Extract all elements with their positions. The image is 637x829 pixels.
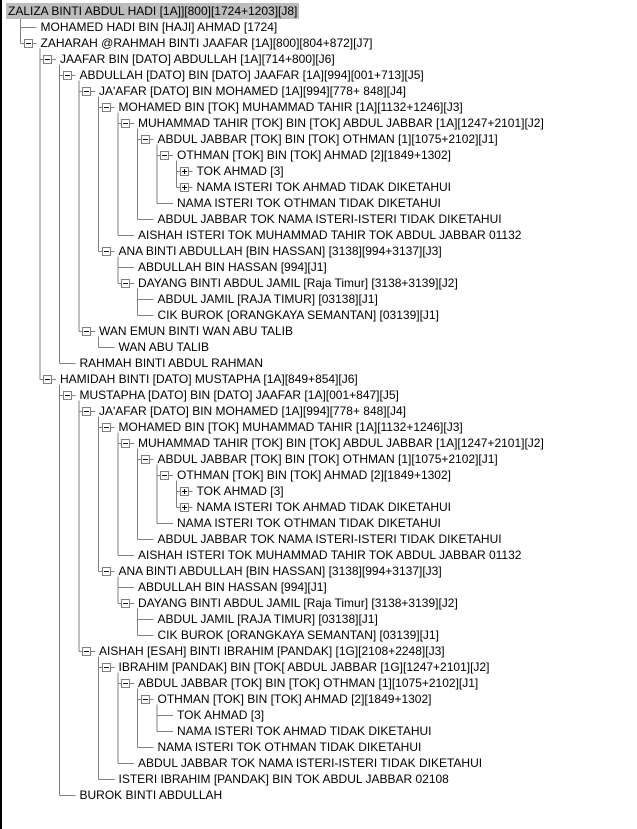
- tree-node-label: NAMA ISTERI TOK AHMAD TIDAK DIKETAHUI: [196, 180, 451, 194]
- tree-node[interactable]: [97, 323, 295, 339]
- tree-node-label: TOK AHMAD [3]: [196, 484, 284, 498]
- tree-node[interactable]: [39, 19, 280, 35]
- tree-node[interactable]: [39, 35, 375, 51]
- tree-node[interactable]: [175, 147, 453, 163]
- tree-node[interactable]: [97, 643, 447, 659]
- collapse-minus-icon[interactable]: [160, 151, 169, 160]
- tree-node-label: TOK AHMAD [3]: [196, 164, 284, 178]
- tree-node-label: ABDUL JABBAR TOK NAMA ISTERI-ISTERI TIDAK DIKETAHUI: [157, 532, 502, 546]
- tree-node[interactable]: [156, 291, 380, 307]
- tree-node[interactable]: [156, 611, 380, 627]
- tree-node-label: NAMA ISTERI TOK AHMAD TIDAK DIKETAHUI: [196, 500, 451, 514]
- expand-plus-icon[interactable]: [180, 167, 189, 176]
- tree-node-label: TOK AHMAD [3]: [177, 708, 265, 722]
- tree-node-label: DAYANG BINTI ABDUL JAMIL [Raja Timur] [3138+3139][J2]: [138, 276, 458, 290]
- expand-plus-icon[interactable]: [180, 503, 189, 512]
- collapse-minus-icon[interactable]: [160, 471, 169, 480]
- tree-node-label: AISHAH ISTERI TOK MUHAMMAD TAHIR TOK ABDUL JABBAR 01132: [138, 228, 522, 242]
- collapse-minus-icon[interactable]: [141, 455, 150, 464]
- tree-node[interactable]: [136, 259, 329, 275]
- tree-node[interactable]: [136, 435, 546, 451]
- collapse-minus-icon[interactable]: [121, 119, 130, 128]
- tree-node-label: NAMA ISTERI TOK OTHMAN TIDAK DIKETAHUI: [177, 516, 441, 530]
- tree-node-label: MUHAMMAD TAHIR [TOK] BIN [TOK] ABDUL JABBAR [1A][1247+2101][J2]: [138, 436, 544, 450]
- tree-node-label: CIK BUROK [ORANGKAYA SEMANTAN] [03139][J1]: [157, 308, 439, 322]
- tree-node-selected[interactable]: [6, 3, 299, 19]
- collapse-minus-icon[interactable]: [121, 279, 130, 288]
- tree-node-label: ABDUL JABBAR TOK NAMA ISTERI-ISTERI TIDAK DIKETAHUI: [157, 212, 502, 226]
- tree-node-label: OTHMAN [TOK] BIN [TOK] AHMAD [2][1849+1302]: [177, 148, 451, 162]
- tree-node-label: NAMA ISTERI TOK OTHMAN TIDAK DIKETAHUI: [157, 740, 422, 754]
- tree-node-label: WAN EMUN BINTI WAN ABU TALIB: [99, 324, 294, 338]
- tree-node[interactable]: [78, 355, 266, 371]
- collapse-minus-icon[interactable]: [102, 567, 111, 576]
- tree-node[interactable]: [175, 707, 266, 723]
- tree-node-label: MUSTAPHA [DATO] BIN [DATO] JAAFAR [1A][001+847][J5]: [79, 388, 399, 402]
- tree-node-label: OTHMAN [TOK] BIN [TOK] AHMAD [2][1849+1302]: [157, 692, 432, 706]
- tree-node[interactable]: [117, 659, 492, 675]
- tree-node-label: DAYANG BINTI ABDUL JAMIL [Raja Timur] [3138+3139][J2]: [138, 596, 458, 610]
- tree-node-label: MOHAMED BIN [TOK] MUHAMMAD TAHIR [1A][1132+1246][J3]: [118, 100, 463, 114]
- tree-node-label: ABDUL JABBAR [TOK] BIN [TOK] OTHMAN [1][1075+2102][J1]: [157, 452, 498, 466]
- tree-node[interactable]: [117, 563, 444, 579]
- tree-node-label: RAHMAH BINTI ABDUL RAHMAN: [79, 356, 264, 370]
- collapse-minus-icon[interactable]: [43, 55, 52, 64]
- tree-node[interactable]: [136, 755, 484, 771]
- tree-node[interactable]: [136, 275, 460, 291]
- tree-node-label: NAMA ISTERI TOK AHMAD TIDAK DIKETAHUI: [177, 724, 432, 738]
- tree-node[interactable]: [117, 771, 451, 787]
- tree-node[interactable]: [156, 131, 500, 147]
- collapse-minus-icon[interactable]: [102, 103, 111, 112]
- tree-node[interactable]: [175, 467, 453, 483]
- tree-node-label: BUROK BINTI ABDULLAH: [79, 788, 223, 802]
- collapse-minus-icon[interactable]: [102, 663, 111, 672]
- tree-node-label: JA'AFAR [DATO] BIN MOHAMED [1A][994][778+ 848][J4]: [99, 404, 406, 418]
- tree-node[interactable]: [136, 227, 523, 243]
- collapse-minus-icon[interactable]: [82, 407, 91, 416]
- tree-node[interactable]: [97, 83, 408, 99]
- tree-node[interactable]: [175, 723, 434, 739]
- collapse-minus-icon[interactable]: [63, 71, 72, 80]
- collapse-minus-icon[interactable]: [121, 439, 130, 448]
- tree-node-label: AISHAH ISTERI TOK MUHAMMAD TAHIR TOK ABDUL JABBAR 01132: [138, 548, 522, 562]
- tree-node-label: MOHAMED BIN [TOK] MUHAMMAD TAHIR [1A][1132+1246][J3]: [118, 420, 463, 434]
- tree-node-label: ABDULLAH [DATO] BIN [DATO] JAAFAR [1A][994][001+713][J5]: [79, 68, 424, 82]
- tree-node-label: MUHAMMAD TAHIR [TOK] BIN [TOK] ABDUL JABBAR [1A][1247+2101][J2]: [138, 116, 544, 130]
- collapse-minus-icon[interactable]: [82, 327, 91, 336]
- tree-node-label: ANA BINTI ABDULLAH [BIN HASSAN] [3138][994+3137][J3]: [118, 564, 442, 578]
- tree-node[interactable]: [58, 51, 337, 67]
- collapse-minus-icon[interactable]: [24, 39, 33, 48]
- expand-plus-icon[interactable]: [180, 183, 189, 192]
- tree-node[interactable]: [78, 67, 426, 83]
- collapse-minus-icon[interactable]: [141, 135, 150, 144]
- tree-node-label: ABDUL JABBAR TOK NAMA ISTERI-ISTERI TIDAK DIKETAHUI: [138, 756, 483, 770]
- collapse-minus-icon[interactable]: [102, 423, 111, 432]
- collapse-minus-icon[interactable]: [141, 695, 150, 704]
- tree-node[interactable]: [156, 307, 441, 323]
- collapse-minus-icon[interactable]: [121, 679, 130, 688]
- tree-node[interactable]: [97, 403, 408, 419]
- tree-node[interactable]: [136, 547, 523, 563]
- tree-node[interactable]: [156, 211, 504, 227]
- tree-node-label: JA'AFAR [DATO] BIN MOHAMED [1A][994][778+ 848][J4]: [99, 84, 406, 98]
- tree-node-label: ISTERI IBRAHIM [PANDAK] BIN TOK ABDUL JABBAR 02108: [118, 772, 449, 786]
- tree-node-label: ABDUL JABBAR [TOK] BIN [TOK] OTHMAN [1][1075+2102][J1]: [138, 676, 479, 690]
- tree-node-label: IBRAHIM [PANDAK] BIN [TOK[ ABDUL JABBAR [1G][1247+2101][J2]: [118, 660, 490, 674]
- tree-node-label: ABDUL JAMIL [RAJA TIMUR] [03138][J1]: [157, 292, 378, 306]
- tree-node[interactable]: [195, 483, 286, 499]
- tree-node-label: ZAHARAH @RAHMAH BINTI JAAFAR [1A][800][804+872][J7]: [40, 36, 373, 50]
- collapse-minus-icon[interactable]: [82, 647, 91, 656]
- tree-node-label: OTHMAN [TOK] BIN [TOK] AHMAD [2][1849+1302]: [177, 468, 451, 482]
- tree-node[interactable]: [156, 627, 441, 643]
- tree-node[interactable]: [117, 419, 465, 435]
- tree-node-label: ANA BINTI ABDULLAH [BIN HASSAN] [3138][994+3137][J3]: [118, 244, 442, 258]
- tree-node-label: JAAFAR BIN [DATO] ABDULLAH [1A][714+800][J6]: [60, 52, 335, 66]
- tree-node[interactable]: [175, 195, 443, 211]
- tree-node[interactable]: [195, 179, 454, 195]
- collapse-minus-icon[interactable]: [43, 375, 52, 384]
- tree-node-label: ABDULLAH BIN HASSAN [994][J1]: [138, 260, 327, 274]
- collapse-minus-icon[interactable]: [102, 247, 111, 256]
- tree-node[interactable]: [136, 675, 480, 691]
- tree-node-label: CIK BUROK [ORANGKAYA SEMANTAN] [03139][J1]: [157, 628, 439, 642]
- tree-node-label: ABDUL JAMIL [RAJA TIMUR] [03138][J1]: [157, 612, 378, 626]
- collapse-minus-icon[interactable]: [82, 87, 91, 96]
- tree-node[interactable]: [136, 115, 546, 131]
- tree-node[interactable]: [117, 243, 444, 259]
- tree-node-label: ZALIZA BINTI ABDUL HADI [1A]][800][1724+1203][J8]: [8, 4, 298, 18]
- expand-plus-icon[interactable]: [180, 487, 189, 496]
- tree-node[interactable]: [156, 739, 424, 755]
- tree-node-label: MOHAMED HADI BIN [HAJI] AHMAD [1724]: [40, 20, 278, 34]
- tree-node[interactable]: [136, 579, 329, 595]
- tree-node[interactable]: [175, 515, 443, 531]
- tree-node[interactable]: [156, 691, 434, 707]
- tree-node[interactable]: [78, 787, 225, 803]
- tree-node-label: ABDULLAH BIN HASSAN [994][J1]: [138, 580, 327, 594]
- tree-node[interactable]: [156, 531, 504, 547]
- tree-node[interactable]: [156, 451, 500, 467]
- tree-node[interactable]: [58, 371, 360, 387]
- tree-node[interactable]: [195, 499, 454, 515]
- tree-node-label: NAMA ISTERI TOK OTHMAN TIDAK DIKETAHUI: [177, 196, 441, 210]
- tree-node-label: HAMIDAH BINTI [DATO] MUSTAPHA [1A][849+854][J6]: [60, 372, 358, 386]
- tree-node-label: AISHAH [ESAH] BINTI IBRAHIM [PANDAK] [1G][2108+2248][J3]: [99, 644, 445, 658]
- tree-node[interactable]: [136, 595, 460, 611]
- tree-node[interactable]: [117, 99, 465, 115]
- tree-node[interactable]: [195, 163, 286, 179]
- tree-node[interactable]: [117, 339, 211, 355]
- collapse-minus-icon[interactable]: [121, 599, 130, 608]
- tree-node-label: WAN ABU TALIB: [118, 340, 209, 354]
- tree-node[interactable]: [78, 387, 401, 403]
- tree-node-label: ABDUL JABBAR [TOK] BIN [TOK] OTHMAN [1][1075+2102][J1]: [157, 132, 498, 146]
- collapse-minus-icon[interactable]: [63, 391, 72, 400]
